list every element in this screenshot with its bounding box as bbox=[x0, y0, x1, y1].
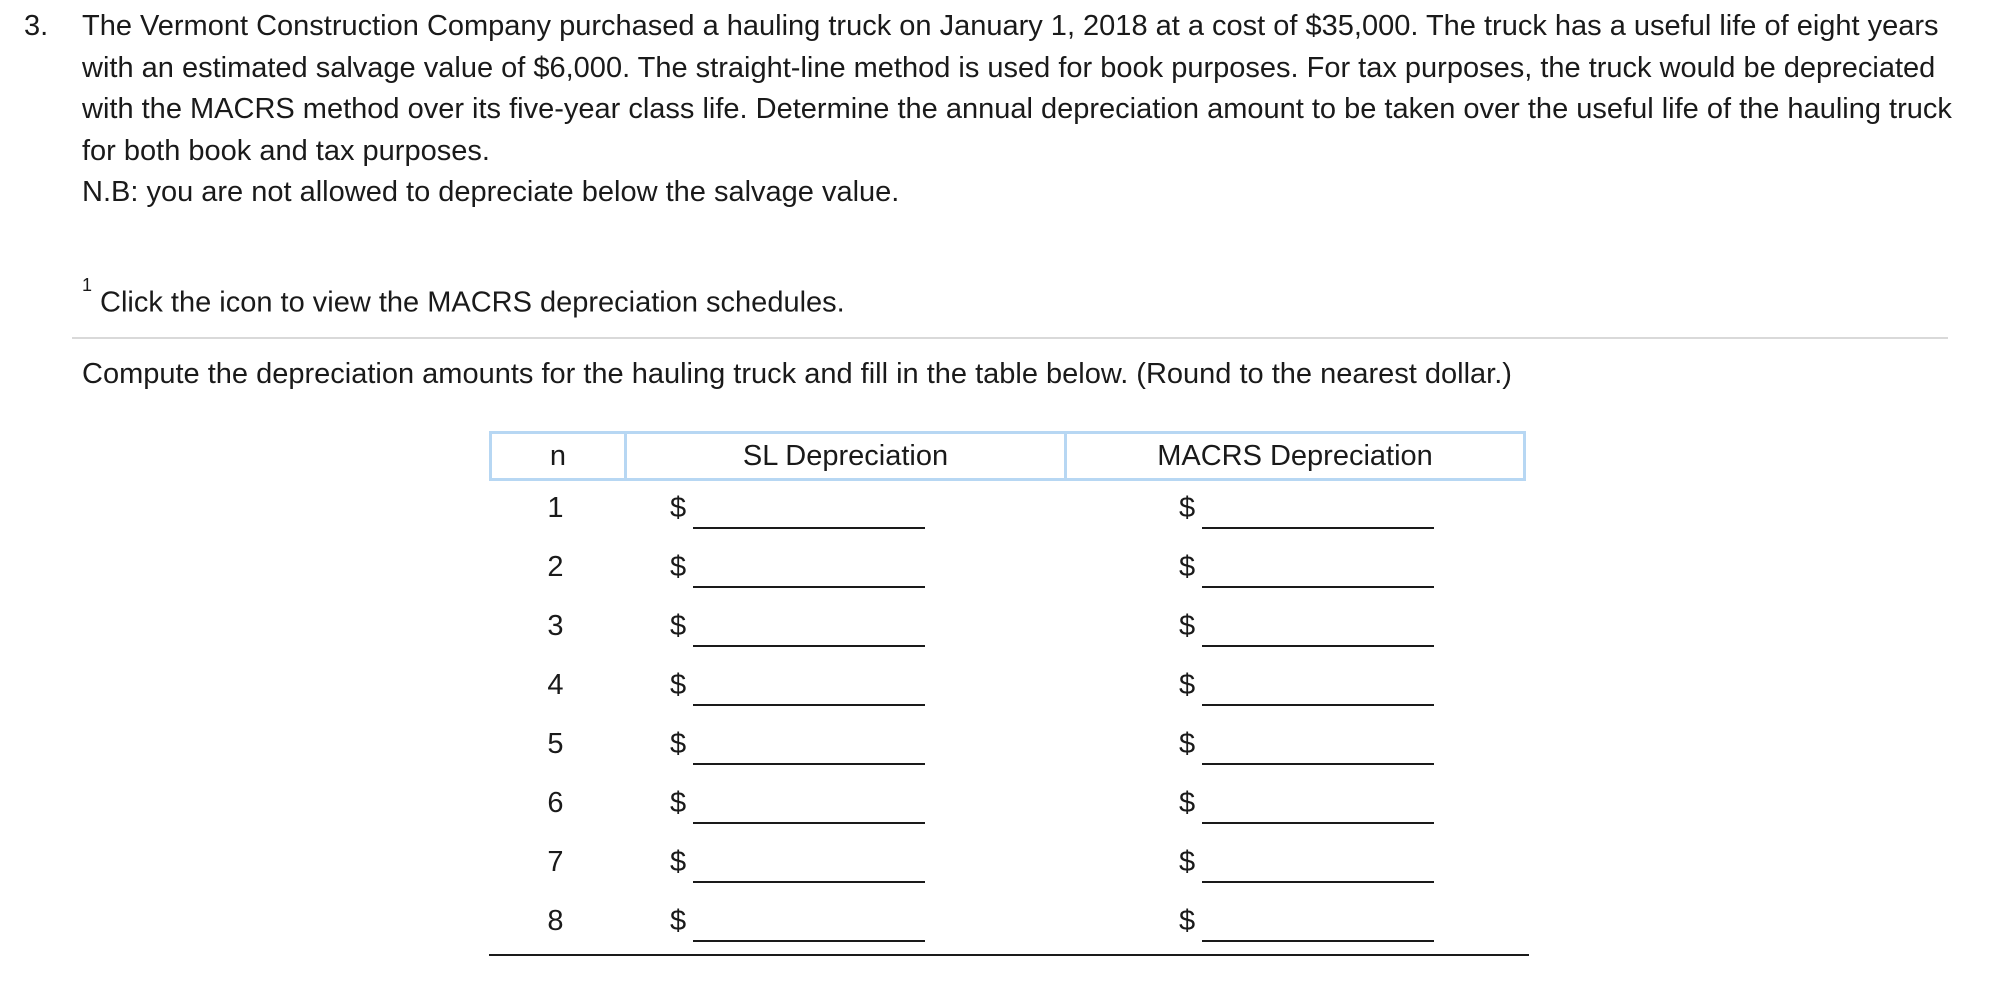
year-cell: 2 bbox=[547, 551, 564, 583]
sl-depreciation-input[interactable] bbox=[693, 613, 925, 647]
table-row bbox=[489, 717, 1529, 776]
dollar-sign: $ bbox=[1179, 728, 1196, 760]
dollar-sign: $ bbox=[670, 728, 687, 760]
problem-number: 3. bbox=[24, 10, 49, 42]
table-row bbox=[489, 776, 1529, 835]
header-n: n bbox=[489, 431, 627, 481]
sl-depreciation-input[interactable] bbox=[693, 495, 925, 529]
dollar-sign: $ bbox=[670, 551, 687, 583]
dollar-sign: $ bbox=[1179, 610, 1196, 642]
macrs-depreciation-input[interactable] bbox=[1202, 495, 1434, 529]
table-row bbox=[489, 894, 1529, 953]
sl-depreciation-input[interactable] bbox=[693, 554, 925, 588]
sl-depreciation-input[interactable] bbox=[693, 849, 925, 883]
macrs-depreciation-input[interactable] bbox=[1202, 672, 1434, 706]
macrs-depreciation-input[interactable] bbox=[1202, 554, 1434, 588]
dollar-sign: $ bbox=[1179, 846, 1196, 878]
sl-depreciation-input[interactable] bbox=[693, 731, 925, 765]
year-cell: 3 bbox=[547, 610, 564, 642]
problem-note: N.B: you are not allowed to depreciate below the salvage value. bbox=[82, 176, 900, 208]
macrs-depreciation-input[interactable] bbox=[1202, 613, 1434, 647]
year-cell: 1 bbox=[547, 492, 564, 524]
macrs-schedule-link[interactable]: Click the icon to view the MACRS depreciation schedules. bbox=[100, 286, 845, 319]
dollar-sign: $ bbox=[670, 905, 687, 937]
macrs-depreciation-input[interactable] bbox=[1202, 731, 1434, 765]
dollar-sign: $ bbox=[1179, 669, 1196, 701]
dollar-sign: $ bbox=[670, 846, 687, 878]
sl-depreciation-input[interactable] bbox=[693, 908, 925, 942]
problem-statement bbox=[82, 6, 1962, 214]
dollar-sign: $ bbox=[1179, 787, 1196, 819]
year-cell: 5 bbox=[547, 728, 564, 760]
table-body bbox=[489, 481, 1529, 953]
dollar-sign: $ bbox=[670, 610, 687, 642]
footnote-marker[interactable]: 1 bbox=[82, 275, 93, 295]
macrs-depreciation-input[interactable] bbox=[1202, 849, 1434, 883]
table-row bbox=[489, 540, 1529, 599]
sl-depreciation-input[interactable] bbox=[693, 672, 925, 706]
dollar-sign: $ bbox=[670, 787, 687, 819]
year-cell: 7 bbox=[547, 846, 564, 878]
table-header bbox=[489, 431, 1529, 481]
dollar-sign: $ bbox=[670, 669, 687, 701]
section-divider bbox=[72, 337, 1948, 339]
table-row bbox=[489, 481, 1529, 540]
dollar-sign: $ bbox=[1179, 551, 1196, 583]
table-row bbox=[489, 599, 1529, 658]
header-macrs-depreciation: MACRS Depreciation bbox=[1064, 431, 1526, 481]
table-bottom-rule bbox=[489, 954, 1529, 956]
footnote[interactable] bbox=[82, 275, 845, 323]
macrs-depreciation-input[interactable] bbox=[1202, 908, 1434, 942]
depreciation-table bbox=[489, 431, 1529, 953]
dollar-sign: $ bbox=[1179, 492, 1196, 524]
table-row bbox=[489, 658, 1529, 717]
dollar-sign: $ bbox=[1179, 905, 1196, 937]
dollar-sign: $ bbox=[670, 492, 687, 524]
year-cell: 6 bbox=[547, 787, 564, 819]
sl-depreciation-input[interactable] bbox=[693, 790, 925, 824]
instruction-text: Compute the depreciation amounts for the hauling truck and fill in the table below. (Round to the nearest dollar.) bbox=[82, 358, 1512, 390]
year-cell: 4 bbox=[547, 669, 564, 701]
problem-paragraph: The Vermont Construction Company purchased a hauling truck on January 1, 2018 at a cost of $35,000. The truck has a useful life of eight years with an estimated salvage value of $6,000. The straight-line method is used for book purposes. For tax purposes, the truck would be depreciated with the MACRS method over its five-year class life. Determine the annual depreciation amount to be taken over the useful life of the hauling truck for both book and tax purposes. bbox=[82, 10, 1952, 167]
table-row bbox=[489, 835, 1529, 894]
macrs-depreciation-input[interactable] bbox=[1202, 790, 1434, 824]
header-sl-depreciation: SL Depreciation bbox=[624, 431, 1067, 481]
year-cell: 8 bbox=[547, 905, 564, 937]
